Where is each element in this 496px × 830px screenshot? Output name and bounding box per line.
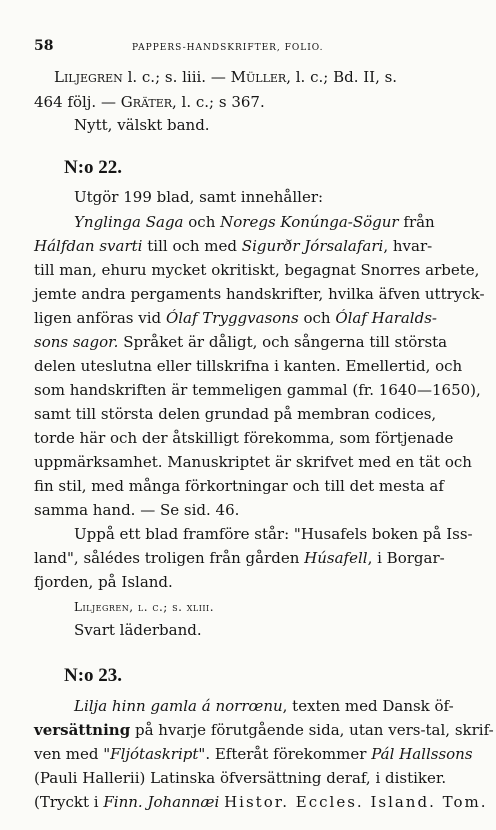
author-name: Gräter	[120, 93, 173, 111]
binding-note: Nytt, välskt band.	[74, 116, 210, 134]
text-line: (Pauli Hallerii) Latinska öfversättning deraf, i distiker.	[34, 769, 447, 787]
text-line: torde här och der åtskilligt förekomma, som förtjenade	[34, 429, 454, 447]
text-line: samma hand. — Se sid. 46.	[34, 501, 240, 519]
author-name: Liljegren	[54, 68, 123, 86]
section-heading: N:o 22.	[64, 157, 123, 178]
text-line: som handskriften är temmeligen gammal (fr. 1640—1650),	[34, 381, 481, 399]
reference-line: Liljegren, l. c.; s. xliii.	[74, 600, 215, 614]
text-line: till man, ehuru mycket okritiskt, begagnat Snorres arbete,	[34, 261, 480, 279]
work-title: Lilja hinn gamla á norrœnu	[74, 697, 283, 715]
work-title: Ynglinga Saga	[74, 213, 184, 231]
text-line: Lilja hinn gamla á norrœnu, texten med Dansk öf-	[74, 697, 454, 715]
text-line: Hálfdan svarti till och med Sigurðr Jórsalafari, hvar-	[34, 237, 433, 255]
page-header	[34, 36, 324, 58]
script-name: "Fljótaskript"	[103, 745, 206, 763]
text-line: Uppå ett blad framföre står: "Husafels boken på Iss-	[74, 525, 473, 543]
work-title: Ólaf Haralds-	[335, 309, 437, 327]
text-line: ven med "Fljótaskript". Efteråt förekommer Pál Hallssons	[34, 745, 473, 763]
place-name: Húsafell	[304, 549, 368, 567]
section-heading: N:o 23.	[64, 665, 123, 686]
work-title: Ólaf Tryggvasons	[165, 309, 299, 327]
work-title: sons sagor.	[34, 333, 119, 351]
author-name: Liljegren	[74, 600, 130, 614]
running-title: PAPPERS-HANDSKRIFTER, FOLIO.	[131, 43, 324, 53]
text-line: fjorden, på Island.	[34, 573, 173, 591]
work-title: Noregs Konúnga-Sögur	[220, 213, 399, 231]
text-line: delen uteslutna eller tillskrifna i kanten. Emellertid, och	[34, 357, 463, 375]
binding-note: Svart läderband.	[74, 621, 202, 639]
text-line: samt till största delen grundad på membran codices,	[34, 405, 437, 423]
reference-line: Liljegren l. c.; s. liii. — Müller, l. c.; Bd. II, s.	[54, 68, 398, 86]
text-line: jemte andra pergaments handskrifter, hvilka äfven uttryck-	[34, 285, 485, 303]
page-number: 58	[34, 38, 54, 54]
text-line: Ynglinga Saga och Noregs Konúnga-Sögur från	[74, 213, 435, 231]
person-name: Pál Hallssons	[371, 745, 473, 763]
author-name: Müller	[230, 68, 287, 86]
text-line: Utgör 199 blad, samt innehåller:	[74, 188, 324, 206]
work-title: Finn. Johannæi	[103, 793, 220, 811]
text-line: land", sålédes troligen från gården Húsafell, i Borgar-	[34, 549, 445, 567]
text-line: uppmärksamhet. Manuskriptet är skrifvet med en tät och	[34, 453, 472, 471]
person-name: Sigurðr Jórsalafari	[241, 237, 384, 255]
reference-line: 464 följ. — Gräter, l. c.; s 367.	[34, 93, 265, 111]
person-name: Hálfdan svarti	[34, 237, 143, 255]
text-line: sons sagor. Språket är dåligt, och sångerna till största	[34, 333, 448, 351]
text-line: versättning på hvarje förutgående sida, utan vers-tal, skrif-	[34, 721, 494, 739]
text-line: ligen anföras vid Ólaf Tryggvasons och Ólaf Haralds-	[34, 309, 437, 327]
text-line: (Tryckt i Finn. Johannæi Histor. Eccles. Island. Tom.	[34, 793, 488, 811]
text-line: fin stil, med många förkortningar och till det mesta af	[34, 477, 444, 495]
